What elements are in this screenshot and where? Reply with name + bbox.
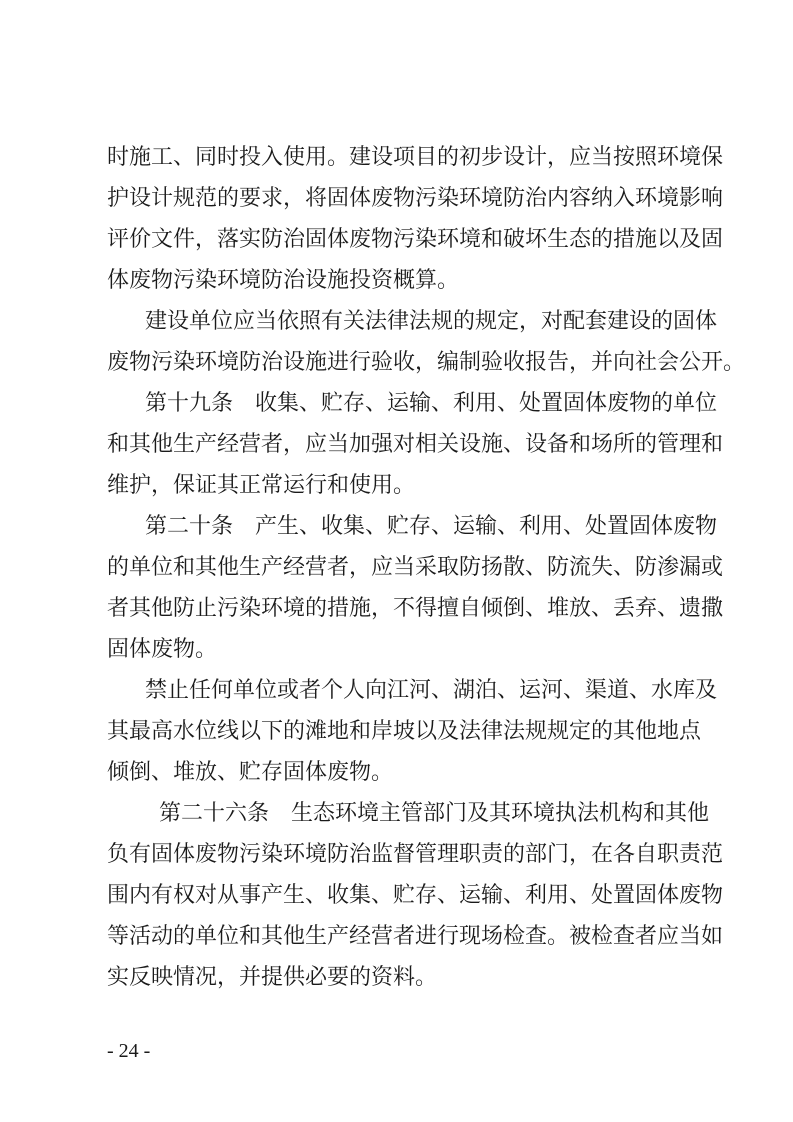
article-20-line-3: 者其他防止污染环境的措施，不得擅自倾倒、堆放、丢弃、遗撒 bbox=[107, 596, 724, 621]
article-19-line-2: 和其他生产经营者，应当加强对相关设施、设备和场所的管理和 bbox=[107, 432, 724, 457]
article-26-line-3: 围内有权对从事产生、收集、贮存、运输、利用、处置固体废物 bbox=[107, 883, 724, 908]
prohibition-line-3: 倾倒、堆放、贮存固体废物。 bbox=[107, 760, 394, 785]
article-26-line-2: 负有固体废物污染环境防治监督管理职责的部门，在各自职责范 bbox=[107, 842, 724, 867]
text-line-1: 时施工、同时投入使用。建设项目的初步设计，应当按照环境保 bbox=[107, 145, 724, 170]
page-number: - 24 - bbox=[107, 1040, 151, 1062]
article-19-line-3: 维护，保证其正常运行和使用。 bbox=[107, 473, 416, 498]
text-line-5: 建设单位应当依照有关法律法规的规定，对配套建设的固体 bbox=[145, 309, 718, 334]
article-26-line-1: 第二十六条 生态环境主管部门及其环境执法机构和其他 bbox=[159, 801, 710, 826]
article-20-line-4: 固体废物。 bbox=[107, 637, 218, 662]
article-19-line-1: 第十九条 收集、贮存、运输、利用、处置固体废物的单位 bbox=[145, 391, 718, 416]
prohibition-line-1: 禁止任何单位或者个人向江河、湖泊、运河、渠道、水库及 bbox=[145, 678, 718, 703]
article-26-line-4: 等活动的单位和其他生产经营者进行现场检查。被检查者应当如 bbox=[107, 924, 724, 949]
text-line-6: 废物污染环境防治设施进行验收，编制验收报告，并向社会公开。 bbox=[107, 350, 746, 375]
article-20-line-1: 第二十条 产生、收集、贮存、运输、利用、处置固体废物 bbox=[145, 514, 718, 539]
article-20-line-2: 的单位和其他生产经营者，应当采取防扬散、防流失、防渗漏或 bbox=[107, 555, 724, 580]
article-26-line-5: 实反映情况，并提供必要的资料。 bbox=[107, 965, 438, 990]
prohibition-line-2: 其最高水位线以下的滩地和岸坡以及法律法规规定的其他地点 bbox=[107, 719, 702, 744]
text-line-4: 体废物污染环境防治设施投资概算。 bbox=[107, 268, 460, 293]
text-line-2: 护设计规范的要求，将固体废物污染环境防治内容纳入环境影响 bbox=[107, 186, 724, 211]
text-line-3: 评价文件，落实防治固体废物污染环境和破坏生态的措施以及固 bbox=[107, 227, 724, 252]
